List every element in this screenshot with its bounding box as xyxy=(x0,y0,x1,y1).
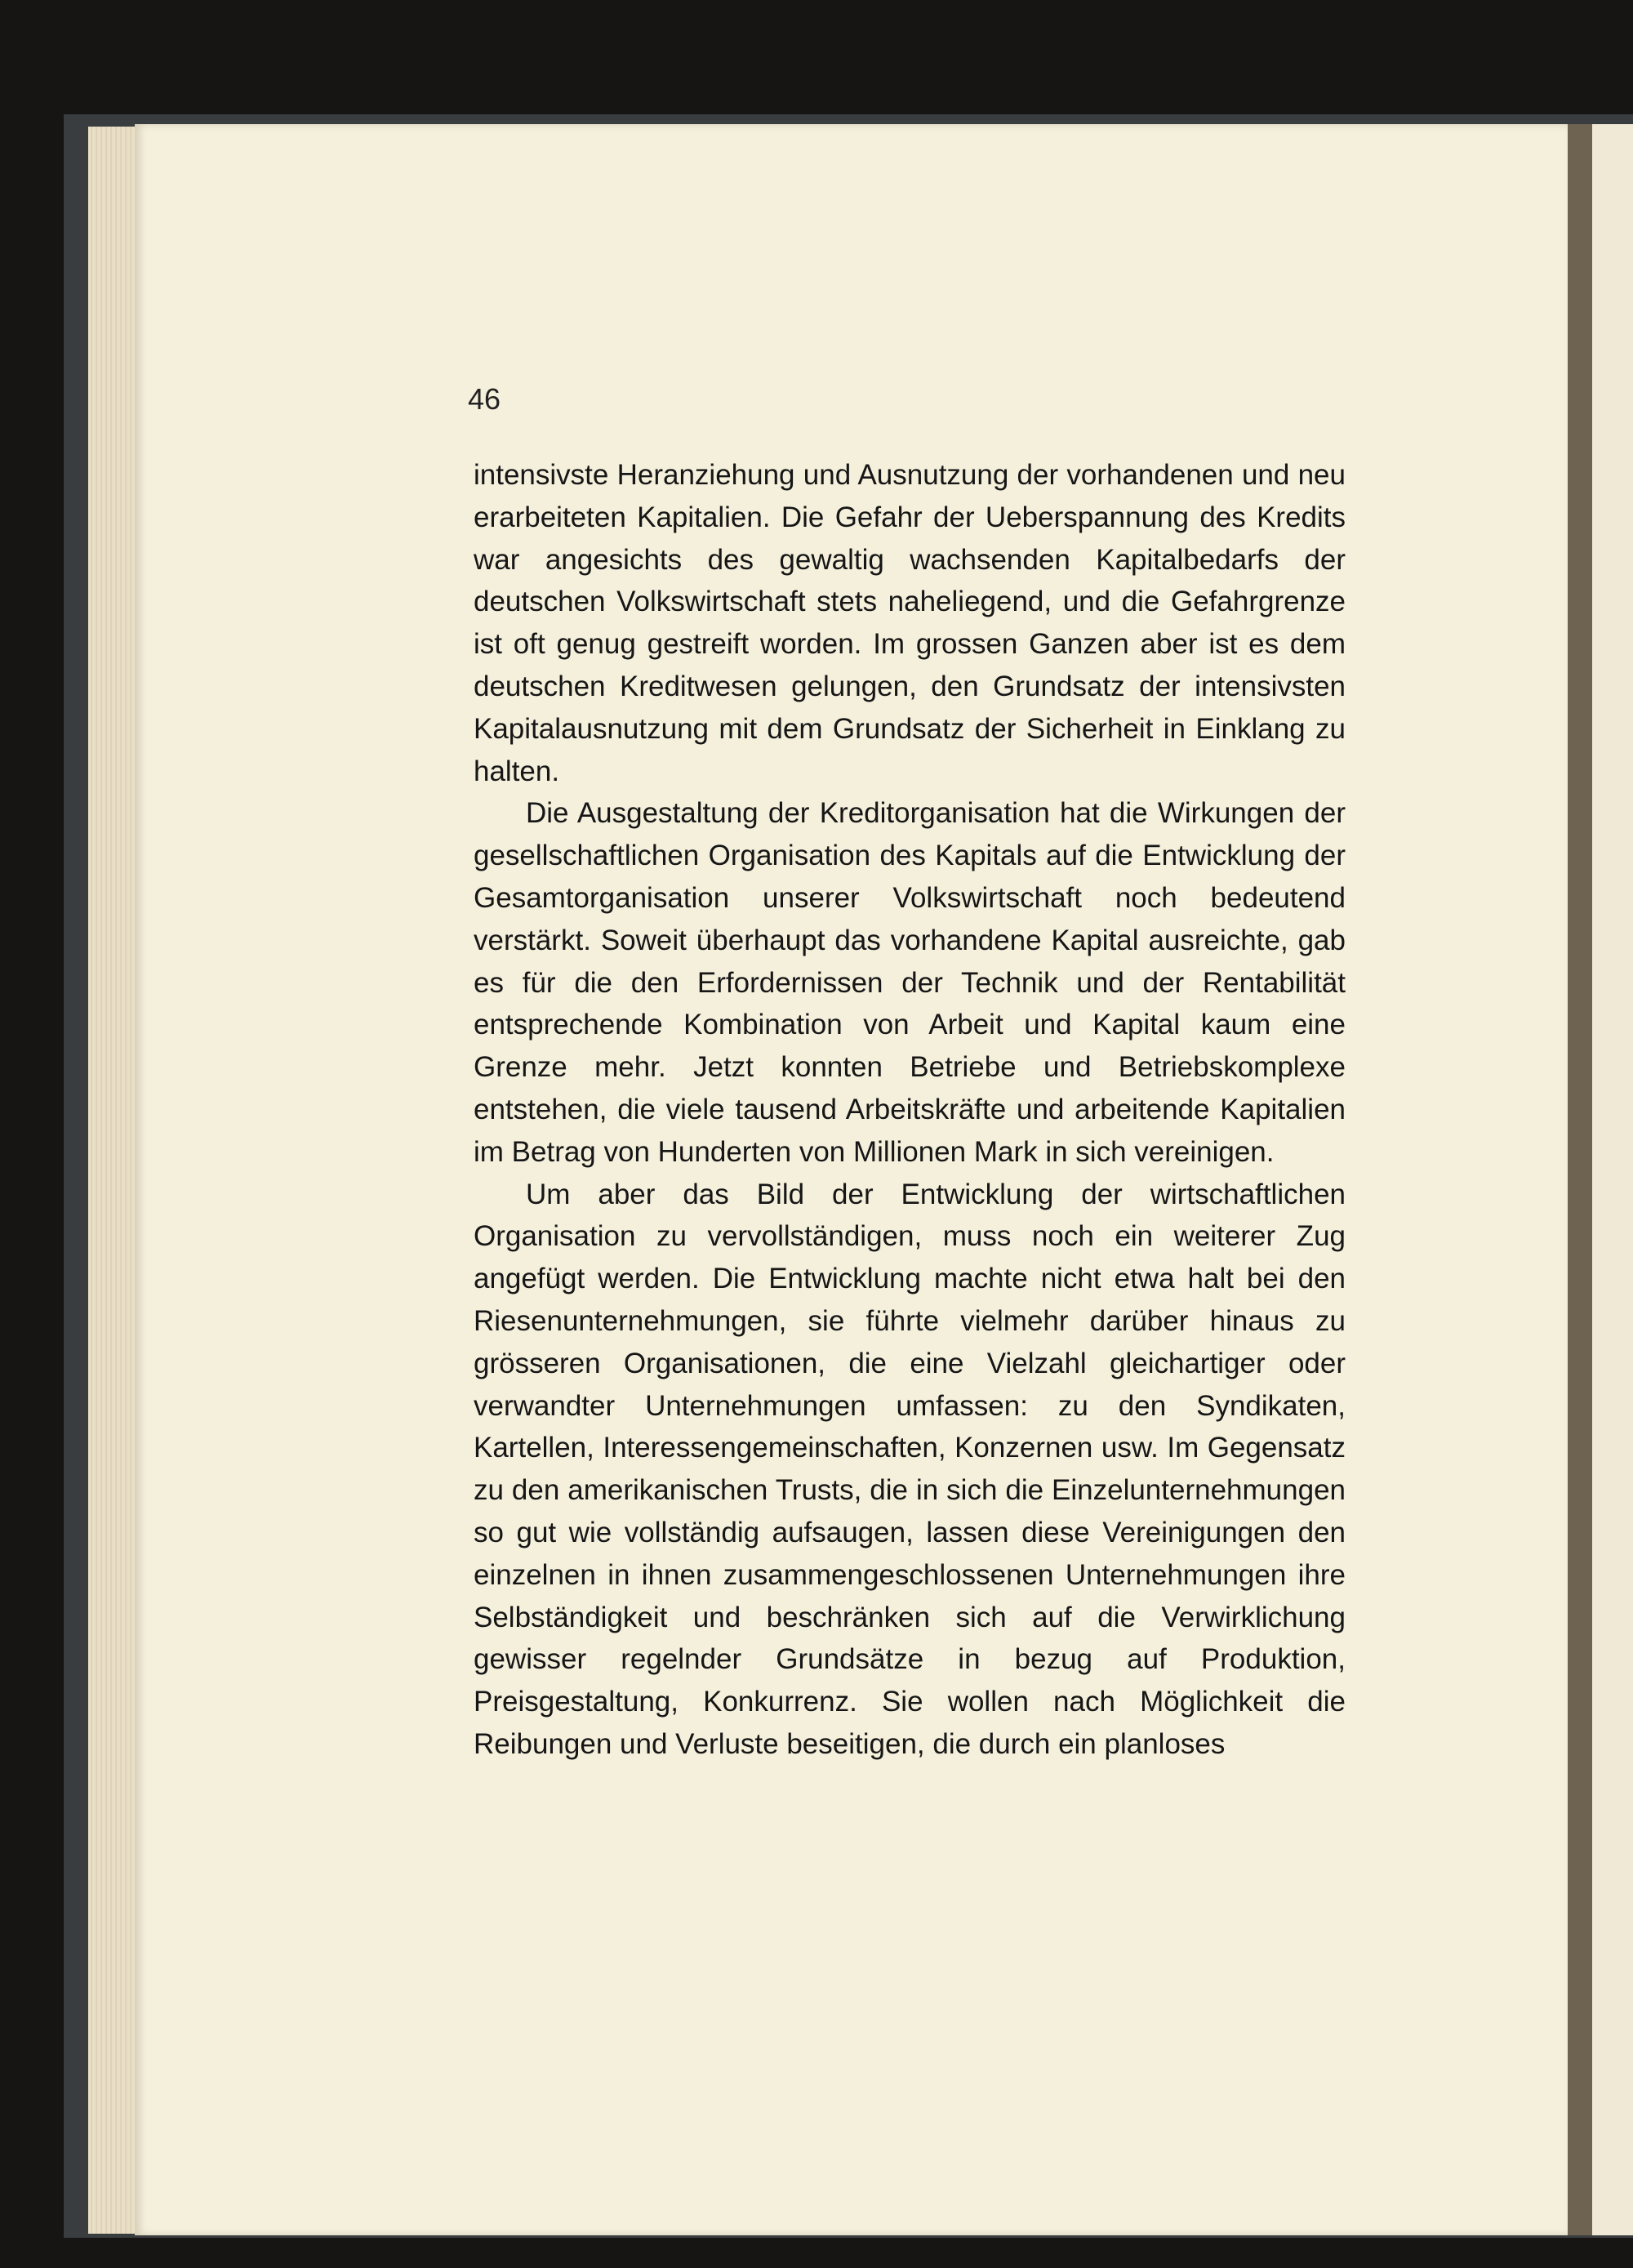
book-gutter xyxy=(1568,124,1592,2235)
paragraph-1: intensivste Heranziehung und Ausnutzung der vorhandenen und neu erarbeiteten Kapitalien. Die Gefahr der Ueberspannung des Kredits war angesichts des gewaltig wachsenden Kapitalbedarfs der deutschen Volkswirtschaft stets naheliegend, und die Gefahrgrenze ist oft genug gestreift worden. Im grossen Ganzen aber ist es dem deutschen Kreditwesen gelungen, den Grundsatz der intensivsten Kapitalausnutzung mit dem Grundsatz der Sicherheit in Einklang zu halten. xyxy=(474,459,1346,787)
body-text xyxy=(474,454,1346,1766)
facing-page-edge xyxy=(1592,124,1633,2235)
page-edges xyxy=(88,127,137,2234)
paragraph-2: Die Ausgestaltung der Kreditorganisation hat die Wirkungen der gesellschaftlichen Organisation des Kapitals auf die Entwicklung der Gesamtorganisation unserer Volkswirtschaft noch bedeutend verstärkt. Soweit überhaupt das vorhandene Kapital ausreichte, gab es für die den Erfordernissen der Technik und der Rentabilität entsprechende Kombination von Arbeit und Kapital kaum eine Grenze mehr. Jetzt konnten Betriebe und Betriebskomplexe entstehen, die viele tausend Arbeitskräfte und arbeitende Kapitalien im Betrag von Hunderten von Millionen Mark in sich vereinigen. xyxy=(474,797,1346,1168)
page-number: 46 xyxy=(468,382,501,416)
paragraph-3: Um aber das Bild der Entwicklung der wirtschaftlichen Organisation zu vervollständigen, muss noch ein weiterer Zug angefügt werden. Die Entwicklung machte nicht etwa halt bei den Riesenunternehmungen, sie führte vielmehr darüber hinaus zu grösseren Organisationen, die eine Vielzahl gleichartiger oder verwandter Unternehmungen umfassen: zu den Syndikaten, Kartellen, Interessengemeinschaften, Konzernen usw. Im Gegensatz zu den amerikanischen Trusts, die in sich die Einzelunternehmungen so gut wie vollständig aufsaugen, lassen diese Vereinigungen den einzelnen in ihnen zusammengeschlossenen Unternehmungen ihre Selbständigkeit und beschränken sich auf die Verwirklichung gewisser regelnder Grundsätze in bezug auf Produktion, Preisgestaltung, Konkurrenz. Sie wollen nach Möglichkeit die Reibungen und Verluste beseitigen, die durch ein planloses xyxy=(474,1178,1346,1760)
